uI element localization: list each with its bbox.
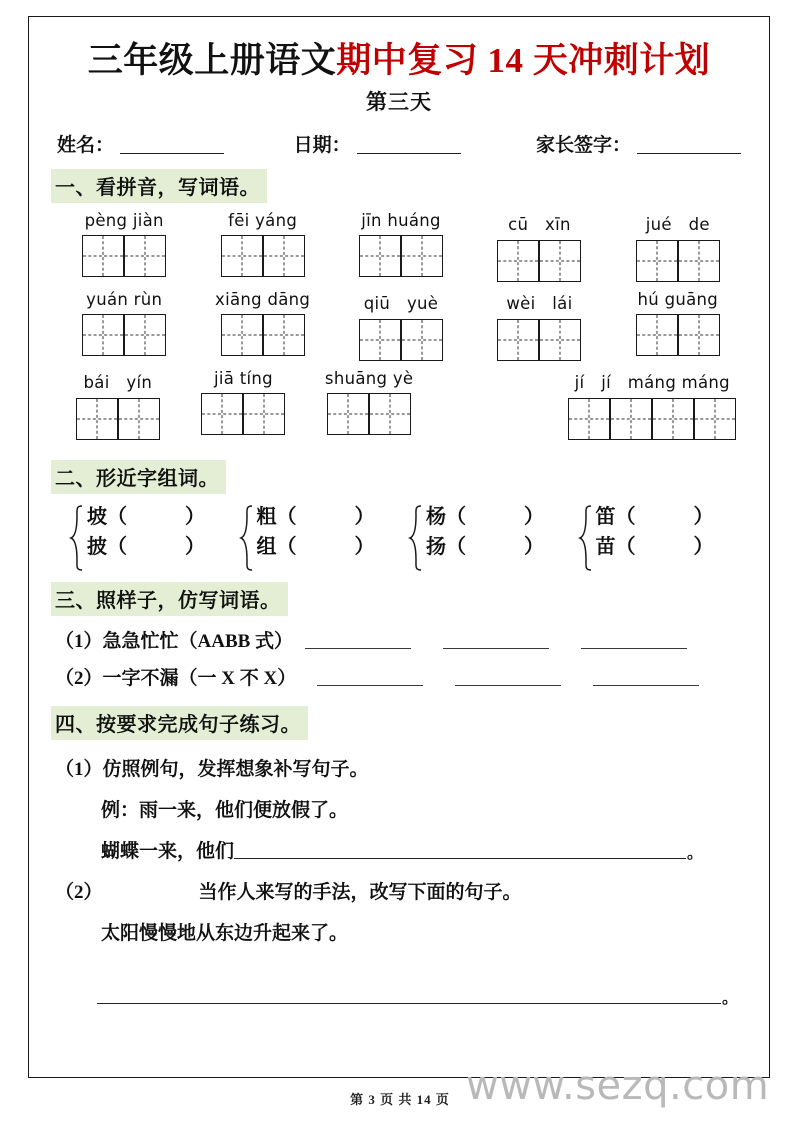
section-2-heading: 二、形近字组词。 bbox=[51, 460, 226, 494]
tianzige-cell[interactable] bbox=[694, 398, 736, 440]
xingjinzi-char: 粗（ bbox=[256, 506, 297, 529]
xingjinzi-char: 杨（ bbox=[426, 506, 466, 529]
date-input-rule[interactable] bbox=[357, 152, 461, 154]
xingjinzi-close: ） bbox=[693, 506, 714, 529]
section-4-heading: 四、按要求完成句子练习。 bbox=[51, 706, 308, 740]
section-3-item bbox=[51, 663, 747, 690]
title-red-part: 期中复习 14 天冲刺计划 bbox=[336, 41, 711, 80]
xingjinzi-group bbox=[408, 500, 578, 564]
tianzige-cell[interactable] bbox=[263, 235, 305, 277]
xingjinzi-items bbox=[426, 500, 544, 564]
xingjinzi-char: 笛（ bbox=[595, 506, 636, 529]
tianzige-cell[interactable] bbox=[221, 235, 263, 277]
xingjinzi-bottom[interactable] bbox=[426, 537, 544, 557]
tianzige-2[interactable] bbox=[636, 314, 720, 356]
brace-icon bbox=[408, 500, 424, 564]
section-4-q2-sentence: 太阳慢慢地从东边升起来了。 bbox=[101, 923, 349, 945]
pinyin-group bbox=[609, 211, 747, 282]
site-watermark: www.sezq.com bbox=[466, 1063, 770, 1109]
tianzige-cell[interactable] bbox=[76, 398, 118, 440]
name-label: 姓名： bbox=[57, 135, 115, 157]
xingjinzi-close: ） bbox=[185, 536, 205, 559]
tianzige-2[interactable] bbox=[636, 240, 720, 282]
section-3-heading: 三、照样子，仿写词语。 bbox=[51, 582, 288, 616]
tianzige-cell[interactable] bbox=[401, 235, 443, 277]
xingjinzi-items bbox=[257, 500, 375, 564]
pinyin-label: qiū yuè bbox=[363, 294, 439, 314]
tianzige-cell[interactable] bbox=[243, 393, 285, 435]
parent-signature-field[interactable] bbox=[536, 130, 741, 157]
section-1 bbox=[51, 169, 747, 440]
xingjinzi-row bbox=[51, 500, 747, 564]
pinyin-row bbox=[51, 369, 747, 440]
pinyin-group bbox=[181, 369, 307, 440]
tianzige-cell[interactable] bbox=[539, 319, 581, 361]
tianzige-cell[interactable] bbox=[652, 398, 694, 440]
xingjinzi-char: 扬（ bbox=[426, 536, 466, 559]
tianzige-cell[interactable] bbox=[201, 393, 243, 435]
brace-icon bbox=[69, 500, 85, 564]
tianzige-cell[interactable] bbox=[124, 235, 166, 277]
tianzige-cell[interactable] bbox=[369, 393, 411, 435]
tianzige-cell[interactable] bbox=[82, 314, 124, 356]
pinyin-group bbox=[609, 290, 747, 361]
page-footer: 第 3 页 共 14 页 bbox=[350, 1092, 450, 1107]
pinyin-group bbox=[55, 369, 181, 440]
tianzige-2[interactable] bbox=[327, 393, 411, 435]
brace-icon bbox=[239, 500, 255, 564]
answer-blank[interactable] bbox=[305, 647, 411, 649]
pinyin-label: bái yín bbox=[83, 373, 153, 393]
tianzige-cell[interactable] bbox=[497, 240, 539, 282]
xingjinzi-char: 披（ bbox=[87, 536, 127, 559]
answer-blank[interactable] bbox=[581, 647, 687, 649]
xingjinzi-top[interactable] bbox=[426, 507, 544, 527]
section-3-item-text: （1）急急忙忙（AABB 式） bbox=[55, 631, 294, 653]
pinyin-group bbox=[332, 211, 470, 282]
tianzige-cell[interactable] bbox=[636, 314, 678, 356]
section-4 bbox=[51, 706, 747, 1008]
section-4-q2-answer-line[interactable] bbox=[97, 1002, 721, 1004]
xingjinzi-close: ） bbox=[354, 506, 375, 529]
section-4-q1-period: 。 bbox=[687, 845, 704, 863]
tianzige-2[interactable] bbox=[221, 314, 305, 356]
xingjinzi-close: ） bbox=[693, 536, 714, 559]
tianzige-2[interactable] bbox=[497, 240, 581, 282]
pinyin-label: jí jí máng máng bbox=[574, 373, 730, 393]
tianzige-2[interactable] bbox=[221, 235, 305, 277]
section-4-q1-prompt: （1）仿照例句，发挥想象补写句子。 bbox=[55, 759, 369, 781]
xingjinzi-top[interactable] bbox=[596, 507, 714, 527]
pinyin-group bbox=[470, 290, 608, 361]
pinyin-label: cū xīn bbox=[508, 215, 571, 235]
answer-blank[interactable] bbox=[317, 684, 423, 686]
tianzige-4[interactable] bbox=[568, 398, 736, 440]
tianzige-cell[interactable] bbox=[118, 398, 160, 440]
brace-icon bbox=[578, 500, 594, 564]
pinyin-group bbox=[332, 290, 470, 361]
tianzige-cell[interactable] bbox=[263, 314, 305, 356]
tianzige-cell[interactable] bbox=[497, 319, 539, 361]
pinyin-label: jiā tíng bbox=[214, 369, 273, 389]
tianzige-cell[interactable] bbox=[539, 240, 581, 282]
tianzige-2[interactable] bbox=[82, 235, 166, 277]
pinyin-group bbox=[306, 369, 432, 440]
section-4-q2-prompt-pre: （2） bbox=[55, 882, 103, 904]
section-1-heading: 一、看拼音，写词语。 bbox=[51, 169, 267, 203]
pinyin-group bbox=[55, 211, 193, 282]
date-field[interactable] bbox=[294, 130, 461, 157]
pinyin-label: fēi yáng bbox=[228, 211, 298, 231]
answer-blanks bbox=[305, 647, 687, 649]
tianzige-cell[interactable] bbox=[327, 393, 369, 435]
date-label: 日期： bbox=[293, 135, 351, 157]
pinyin-group bbox=[193, 211, 331, 282]
pinyin-label: wèi lái bbox=[506, 294, 573, 314]
xingjinzi-top[interactable] bbox=[87, 507, 205, 527]
student-info-row bbox=[51, 130, 747, 157]
section-4-q2-period: 。 bbox=[722, 990, 739, 1008]
tianzige-cell[interactable] bbox=[678, 314, 720, 356]
xingjinzi-bottom[interactable] bbox=[257, 537, 375, 557]
parent-signature-rule[interactable] bbox=[637, 152, 741, 154]
tianzige-2[interactable] bbox=[359, 319, 443, 361]
parent-signature-label: 家长签字： bbox=[535, 135, 631, 157]
xingjinzi-bottom[interactable] bbox=[596, 537, 714, 557]
section-3-item bbox=[51, 626, 747, 653]
section-4-q1-fill-prefix: 蝴蝶一来，他们 bbox=[101, 841, 235, 863]
section-4-q2-prompt bbox=[51, 877, 747, 904]
pinyin-group bbox=[193, 290, 331, 361]
pinyin-label: shuāng yè bbox=[324, 369, 414, 389]
tianzige-cell[interactable] bbox=[359, 319, 401, 361]
answer-blank[interactable] bbox=[593, 684, 699, 686]
xingjinzi-items bbox=[596, 500, 714, 564]
tianzige-cell[interactable] bbox=[82, 235, 124, 277]
pinyin-label: yuán rùn bbox=[86, 290, 163, 310]
tianzige-2[interactable] bbox=[76, 398, 160, 440]
pinyin-label: pèng jiàn bbox=[84, 211, 164, 231]
tianzige-cell[interactable] bbox=[678, 240, 720, 282]
pinyin-group-empty bbox=[432, 369, 558, 440]
pinyin-label: xiāng dāng bbox=[215, 290, 311, 310]
xingjinzi-close: ） bbox=[185, 506, 205, 529]
tianzige-2[interactable] bbox=[82, 314, 166, 356]
pinyin-group bbox=[55, 290, 193, 361]
section-2 bbox=[51, 460, 747, 564]
tianzige-cell[interactable] bbox=[221, 314, 263, 356]
xingjinzi-group bbox=[578, 500, 748, 564]
xingjinzi-top[interactable] bbox=[257, 507, 375, 527]
xingjinzi-group bbox=[239, 500, 409, 564]
xingjinzi-bottom[interactable] bbox=[87, 537, 205, 557]
pinyin-group bbox=[558, 369, 747, 440]
pinyin-label: jīn huáng bbox=[361, 211, 441, 231]
xingjinzi-char: 苗（ bbox=[595, 536, 636, 559]
answer-blanks bbox=[317, 684, 699, 686]
xingjinzi-close: ） bbox=[524, 506, 544, 529]
section-4-q1-answer-line[interactable] bbox=[234, 857, 686, 859]
pinyin-label: hú guāng bbox=[637, 290, 719, 310]
xingjinzi-char: 坡（ bbox=[87, 506, 127, 529]
tianzige-cell[interactable] bbox=[610, 398, 652, 440]
xingjinzi-group bbox=[69, 500, 239, 564]
name-input-rule[interactable] bbox=[120, 152, 224, 154]
name-field[interactable] bbox=[57, 130, 224, 157]
section-4-q1-fill bbox=[51, 836, 747, 863]
pinyin-label: jué de bbox=[645, 215, 710, 235]
pinyin-row bbox=[51, 290, 747, 361]
worksheet-page bbox=[28, 16, 770, 1078]
answer-blank[interactable] bbox=[443, 647, 549, 649]
page-title bbox=[51, 41, 747, 80]
day-subtitle: 第三天 bbox=[366, 90, 432, 115]
section-4-q1-example: 例：雨一来，他们便放假了。 bbox=[101, 800, 349, 822]
tianzige-2[interactable] bbox=[359, 235, 443, 277]
tianzige-2[interactable] bbox=[201, 393, 285, 435]
tianzige-2[interactable] bbox=[497, 319, 581, 361]
tianzige-cell[interactable] bbox=[124, 314, 166, 356]
section-4-q2-answer-row bbox=[51, 985, 747, 1008]
tianzige-cell[interactable] bbox=[568, 398, 610, 440]
xingjinzi-char: 组（ bbox=[256, 536, 297, 559]
xingjinzi-close: ） bbox=[524, 536, 544, 559]
pinyin-group bbox=[470, 211, 608, 282]
title-black-part: 三年级上册语文 bbox=[87, 41, 337, 80]
tianzige-cell[interactable] bbox=[359, 235, 401, 277]
xingjinzi-items bbox=[87, 500, 205, 564]
section-3 bbox=[51, 582, 747, 690]
pinyin-row bbox=[51, 211, 747, 282]
answer-blank[interactable] bbox=[455, 684, 561, 686]
tianzige-cell[interactable] bbox=[636, 240, 678, 282]
xingjinzi-close: ） bbox=[354, 536, 375, 559]
section-3-item-text: （2）一字不漏（一 X 不 X） bbox=[55, 668, 297, 690]
section-4-q2-prompt-post: 当作人来写的手法，改写下面的句子。 bbox=[198, 882, 522, 904]
tianzige-cell[interactable] bbox=[401, 319, 443, 361]
